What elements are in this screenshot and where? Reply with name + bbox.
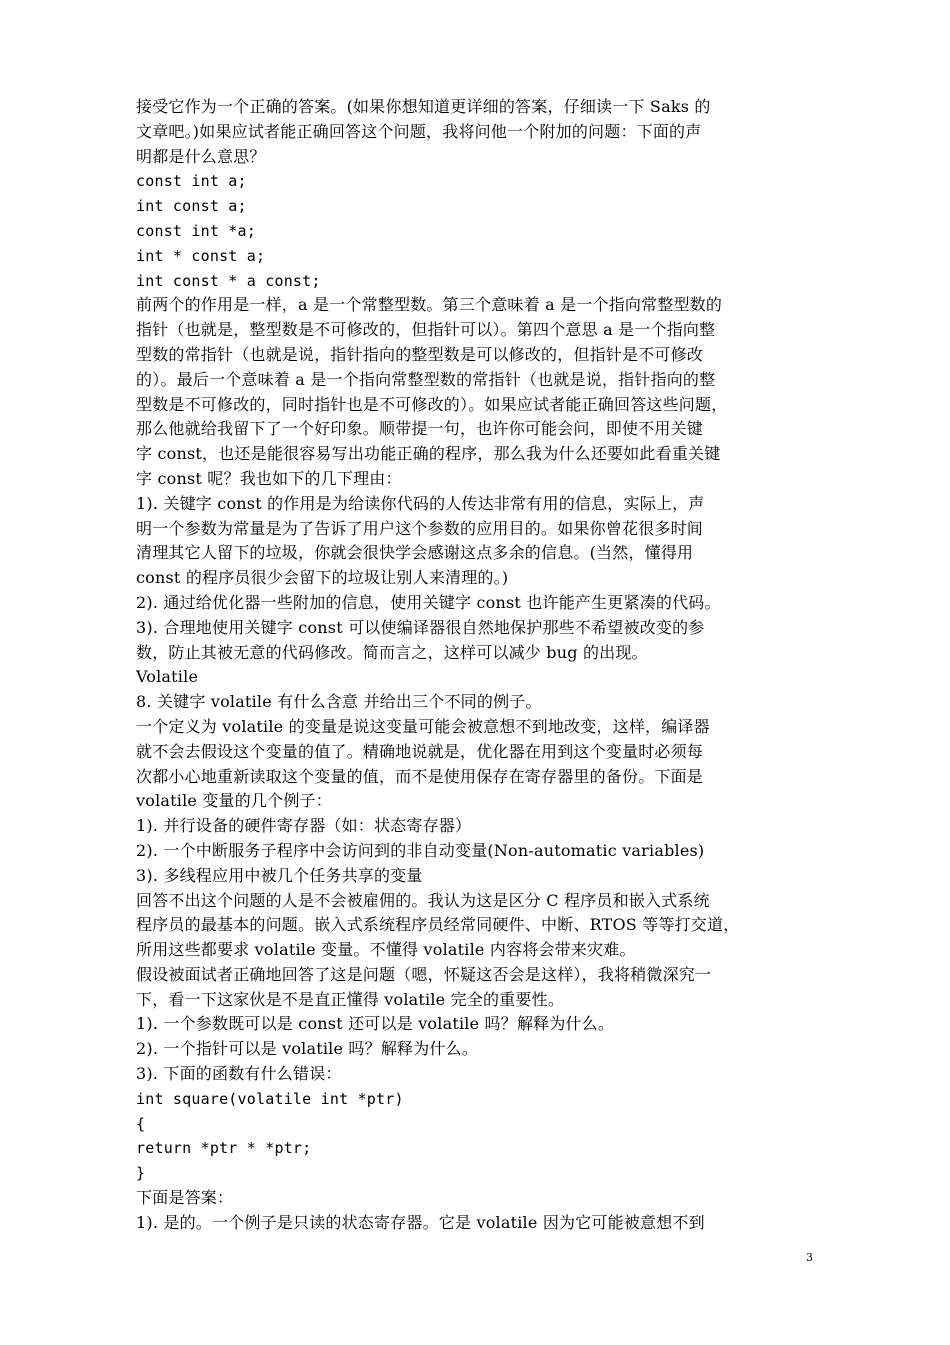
text-line: Volatile	[136, 667, 199, 687]
text-line: 程序员的最基本的问题。嵌入式系统程序员经常同硬件、中断、RTOS 等等打交道，	[136, 915, 740, 935]
code-line: int square(volatile int *ptr)	[136, 1089, 404, 1108]
text-line: 1). 一个参数既可以是 const 还可以是 volatile 吗？解释为什么。	[136, 1014, 615, 1034]
code-line: }	[136, 1164, 146, 1183]
text-line: 2). 一个中断服务子程序中会访问到的非自动变量(Non-automatic variables)	[136, 840, 705, 860]
code-line: int * const a;	[136, 246, 266, 265]
text-line: 那么他就给我留下了一个好印象。顺带提一句，也许你可能会问，即使不用关键	[136, 419, 704, 439]
text-line: 字 const，也还是能很容易写出功能正确的程序，那么我为什么还要如此看重关键	[136, 444, 721, 464]
text-line: 文章吧。)如果应试者能正确回答这个问题，我将问他一个附加的问题：下面的声	[136, 121, 702, 141]
text-line: 所用这些都要求 volatile 变量。不懂得 volatile 内容将会带来灾难。	[136, 940, 636, 960]
text-line: 指针（也就是，整型数是不可修改的，但指针可以）。第四个意思 a 是一个指向整	[136, 320, 716, 340]
text-line: 2). 一个指针可以是 volatile 吗？解释为什么。	[136, 1039, 479, 1059]
text-line: 数，防止其被无意的代码修改。简而言之，这样可以减少 bug 的出现。	[136, 642, 648, 662]
text-line: 型数的常指针（也就是说，指针指向的整型数是可以修改的，但指针是不可修改	[136, 344, 704, 364]
text-line: 就不会去假设这个变量的值了。精确地说就是，优化器在用到这个变量时必须每	[136, 741, 704, 761]
text-line: 1). 关键字 const 的作用是为给读你代码的人传达非常有用的信息，实际上，声	[136, 493, 705, 513]
code-line: const int *a;	[136, 221, 256, 240]
text-line: 清理其它人留下的垃圾，你就会很快学会感谢这点多余的信息。(当然，懂得用	[136, 543, 694, 563]
document-body	[136, 95, 816, 1236]
code-line: {	[136, 1114, 146, 1133]
text-line: 3). 下面的函数有什么错误：	[136, 1064, 342, 1084]
code-line: int const * a const;	[136, 271, 321, 290]
text-line: 回答不出这个问题的人是不会被雇佣的。我认为这是区分 C 程序员和嵌入式系统	[136, 890, 710, 910]
text-line: 下面是答案：	[136, 1188, 234, 1208]
text-line: 8. 关键字 volatile 有什么含意 并给出三个不同的例子。	[136, 692, 542, 712]
text-line: 1). 是的。一个例子是只读的状态寄存器。它是 volatile 因为它可能被意想不到	[136, 1212, 705, 1232]
text-line: 1). 并行设备的硬件寄存器（如：状态寄存器）	[136, 816, 472, 836]
text-line: 假设被面试者正确地回答了这是问题（嗯，怀疑这否会是这样），我将稍微深究一	[136, 964, 712, 984]
text-line: 接受它作为一个正确的答案。(如果你想知道更详细的答案，仔细读一下 Saks 的	[136, 97, 711, 116]
text-line: 的）。最后一个意味着 a 是一个指向常整型数的常指针（也就是说，指针指向的整	[136, 369, 716, 389]
text-line: 明都是什么意思？	[136, 146, 266, 166]
page-number: 3	[806, 1251, 813, 1264]
text-line: 型数是不可修改的，同时指针也是不可修改的）。如果应试者能正确回答这些问题，	[136, 394, 728, 414]
code-line: return *ptr * *ptr;	[136, 1139, 312, 1158]
text-line: 2). 通过给优化器一些附加的信息，使用关键字 const 也许能产生更紧凑的代码。	[136, 592, 721, 612]
code-line: const int a;	[136, 172, 247, 191]
text-line: 3). 多线程应用中被几个任务共享的变量	[136, 865, 423, 885]
code-line: int const a;	[136, 197, 247, 216]
text-line: 前两个的作用是一样，a 是一个常整型数。第三个意味着 a 是一个指向常整型数的	[136, 295, 723, 315]
text-line: volatile 变量的几个例子：	[136, 791, 332, 811]
text-line: const 的程序员很少会留下的垃圾让别人来清理的。)	[136, 568, 509, 588]
text-line: 明一个参数为常量是为了告诉了用户这个参数的应用目的。如果你曾花很多时间	[136, 518, 704, 538]
text-line: 一个定义为 volatile 的变量是说这变量可能会被意想不到地改变，这样，编译器	[136, 716, 710, 736]
text-line: 下，看一下这家伙是不是直正懂得 volatile 完全的重要性。	[136, 989, 565, 1009]
text-line: 次都小心地重新读取这个变量的值，而不是使用保存在寄存器里的备份。下面是	[136, 766, 704, 786]
text-line: 字 const 呢？我也如下的几下理由：	[136, 468, 402, 488]
text-line: 3). 合理地使用关键字 const 可以使编译器很自然地保护那些不希望被改变的参	[136, 617, 705, 637]
